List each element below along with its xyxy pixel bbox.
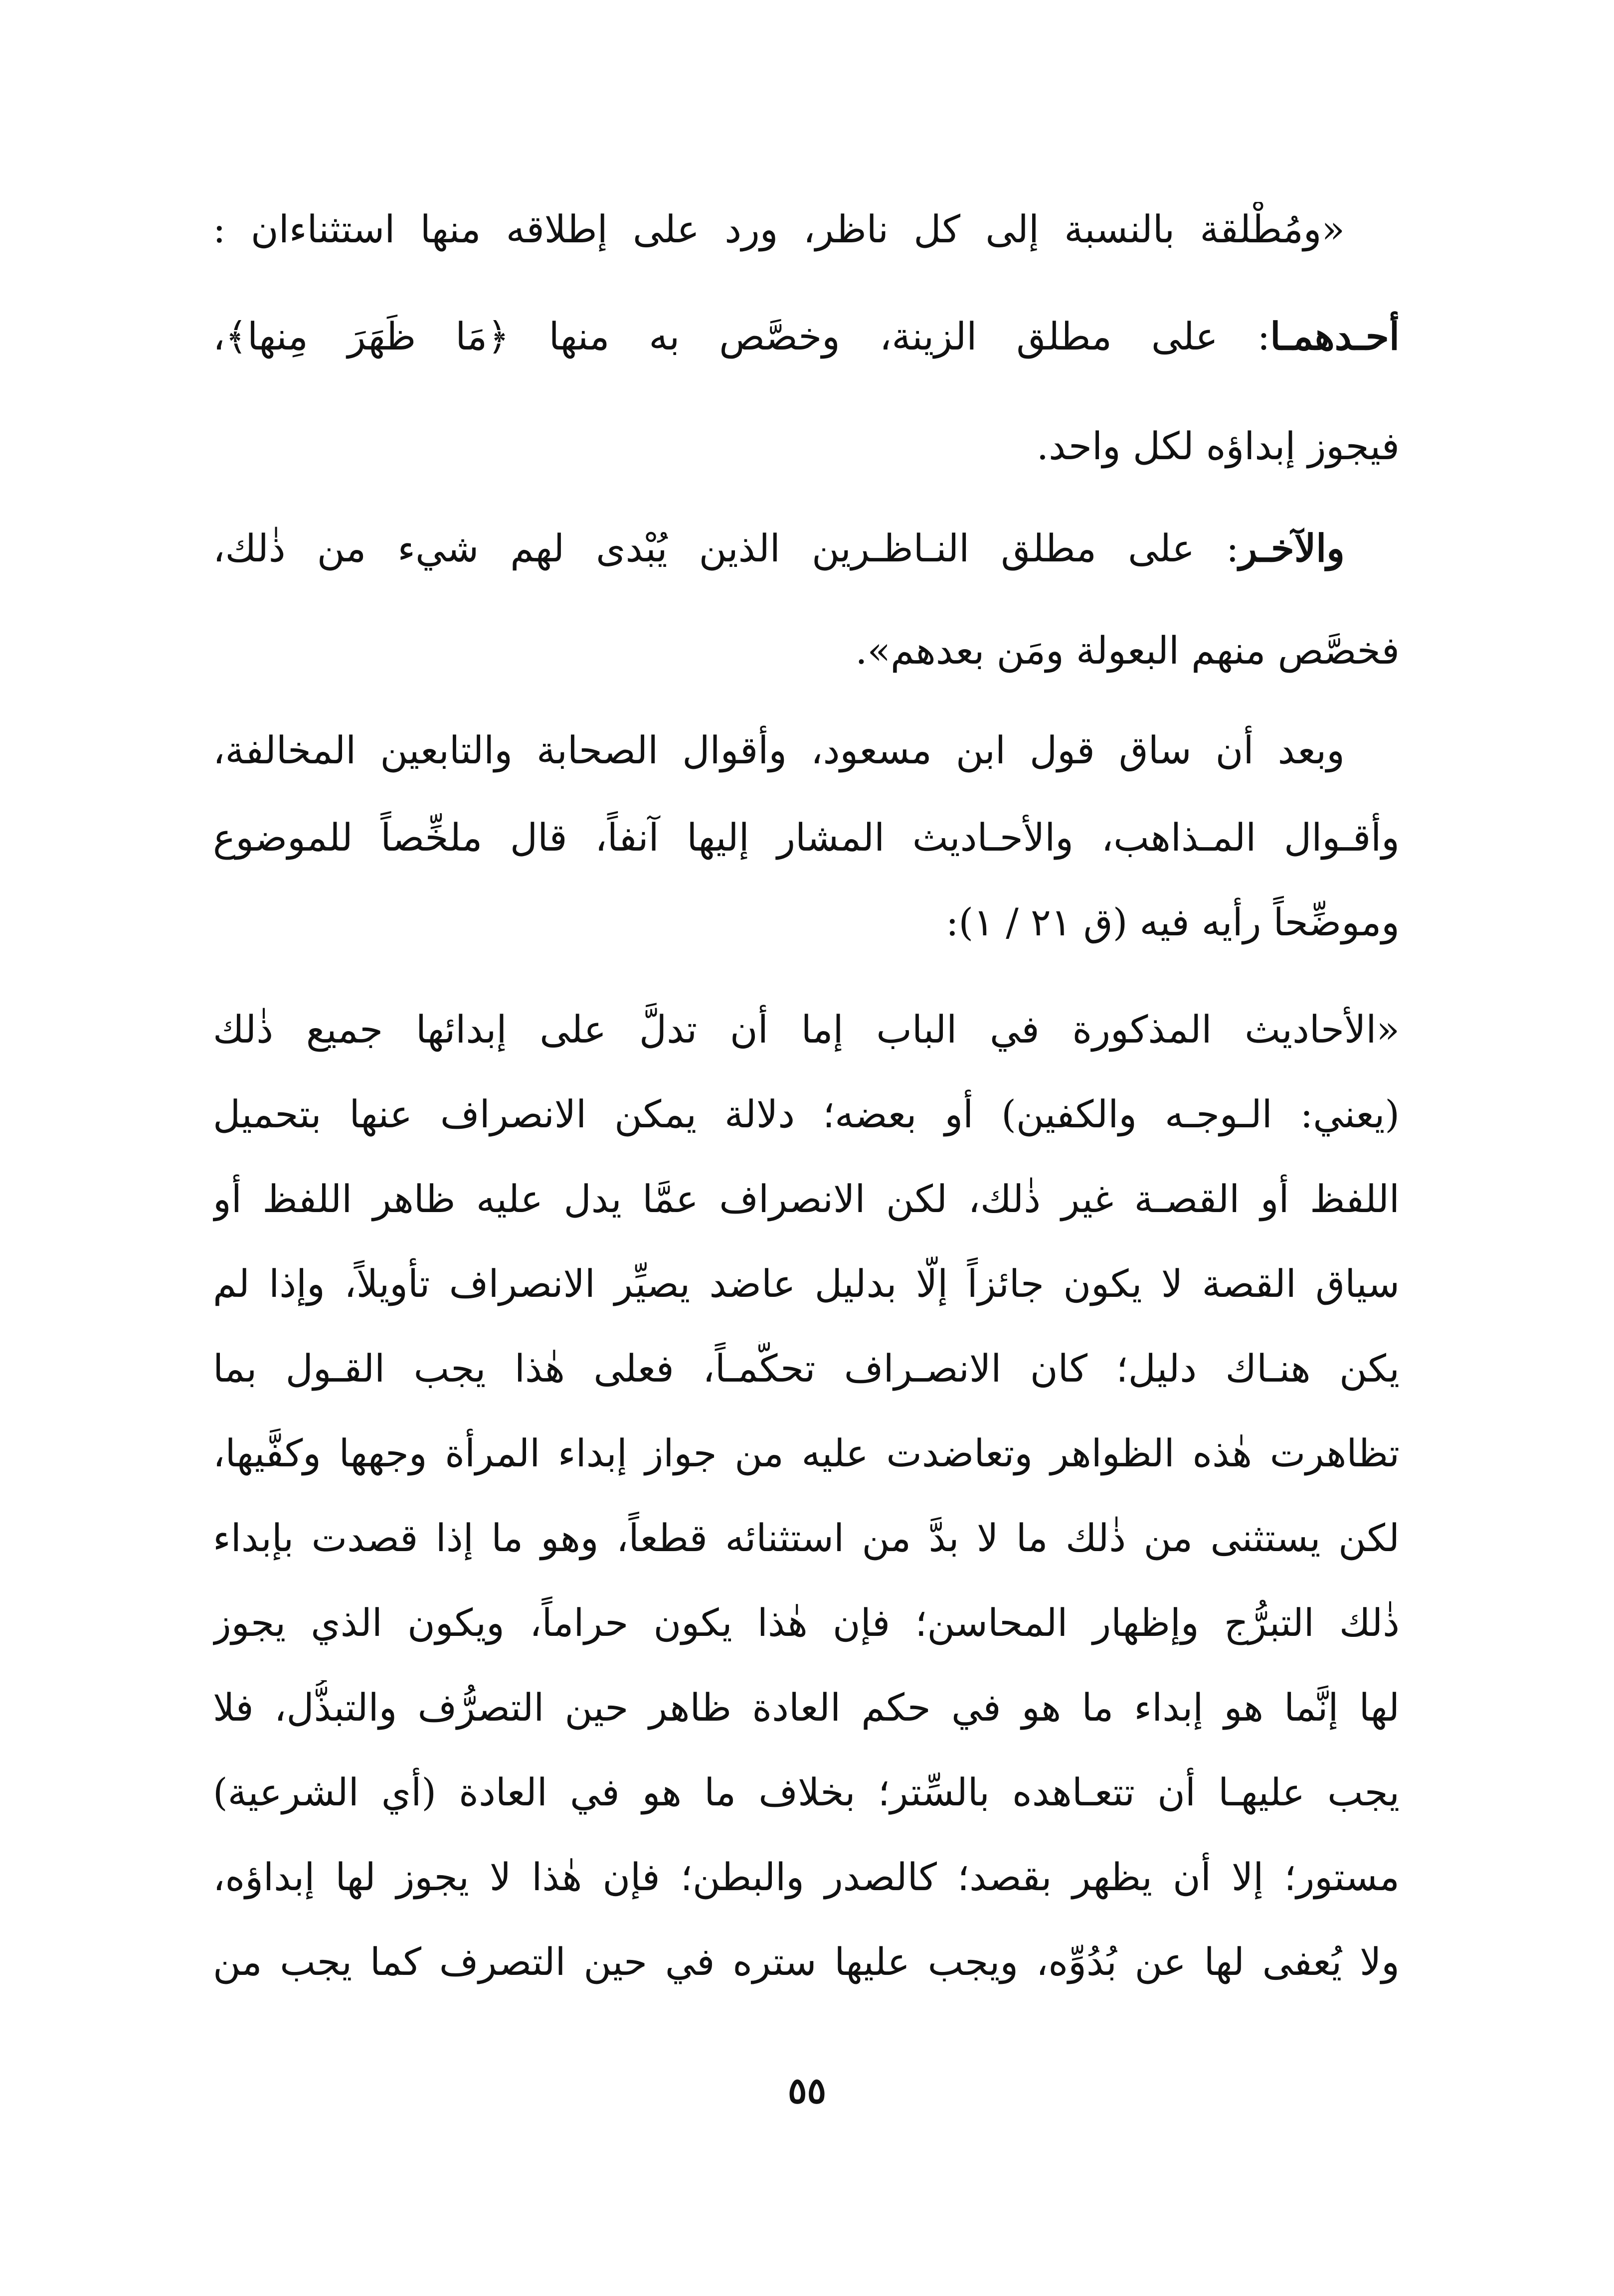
text-line: يكن هنـاك دليل؛ كان الانصـراف تحكُّمـاً، فعلى هٰذا يجب القـول بما: [213, 1346, 1400, 1391]
bold-lead-term: أحـدهمـا: [1270, 314, 1400, 358]
text-span: : على مطلق الزينة، وخصَّص به منها ﴿مَا ظَهَرَ مِنها﴾،: [213, 314, 1270, 358]
page-number: ٥٥: [787, 2069, 827, 2112]
text-line: وموضِّحاً رأيه فيه (ق ٢١ / ١):: [945, 900, 1400, 944]
text-line: ولا يُعفى لها عن بُدُوِّه، ويجب عليها ستره في حين التصرف كما يجب من: [213, 1940, 1400, 1984]
text-line: «ومُطْلقة بالنسبة إلى كل ناظر، ورد على إطلاقه منها استثناءان :: [213, 207, 1345, 251]
text-line: اللفظ أو القصـة غير ذٰلك، لكن الانصراف عمَّا يدل عليه ظاهر اللفظ أو: [213, 1177, 1400, 1221]
text-line: (يعني: الـوجـه والكفين) أو بعضه؛ دلالة يمكن الانصراف عنها بتحميل: [213, 1092, 1400, 1136]
text-line: فيجوز إبداؤه لكل واحد.: [1036, 424, 1400, 468]
text-line: فخصَّص منهم البعولة ومَن بعدهم».: [855, 628, 1400, 673]
text-line: [213, 521, 1345, 581]
text-span: : على مطلق النـاظـرين الذين يُبْدى لهم شيء من ذٰلك،: [213, 526, 1239, 570]
text-line: [213, 309, 1400, 369]
text-line: تظاهرت هٰذه الظواهر وتعاضدت عليه من جواز إبداء المرأة وجهها وكفَّيها،: [213, 1431, 1400, 1475]
text-line: يجب عليهـا أن تتعـاهده بالسِّتر؛ بخلاف ما هو في العادة (أي الشرعية): [213, 1770, 1400, 1814]
text-line: سياق القصة لا يكون جائزاً إلَّا بدليل عاضد يصيِّر الانصراف تأويلاً، وإذا لم: [213, 1261, 1400, 1306]
text-line: لها إنَّما هو إبداء ما هو في حكم العادة ظاهر حين التصرُّف والتبذُّل، فلا: [213, 1685, 1400, 1730]
text-line: وأقـوال المـذاهب، والأحـاديث المشار إليها آنفاً، قال ملخِّصاً للموضوع: [213, 815, 1400, 860]
text-line: لكن يستثنى من ذٰلك ما لا بدَّ من استثنائه قطعاً، وهو ما إذا قصدت بإبداء: [213, 1516, 1400, 1560]
text-line: «الأحاديث المذكورة في الباب إما أن تدلَّ على إبدائها جميع ذٰلك: [213, 1007, 1400, 1052]
bold-lead-term: والآخـر: [1239, 526, 1345, 570]
text-line: وبعد أن ساق قول ابن مسعود، وأقوال الصحابة والتابعين المخالفة،: [213, 728, 1345, 772]
text-line: ذٰلك التبرُّج وإظهار المحاسن؛ فإن هٰذا يكون حراماً، ويكون الذي يجوز: [213, 1600, 1400, 1645]
text-line: مستور؛ إلا أن يظهر بقصد؛ كالصدر والبطن؛ فإن هٰذا لا يجوز لها إبداؤه،: [213, 1855, 1400, 1899]
